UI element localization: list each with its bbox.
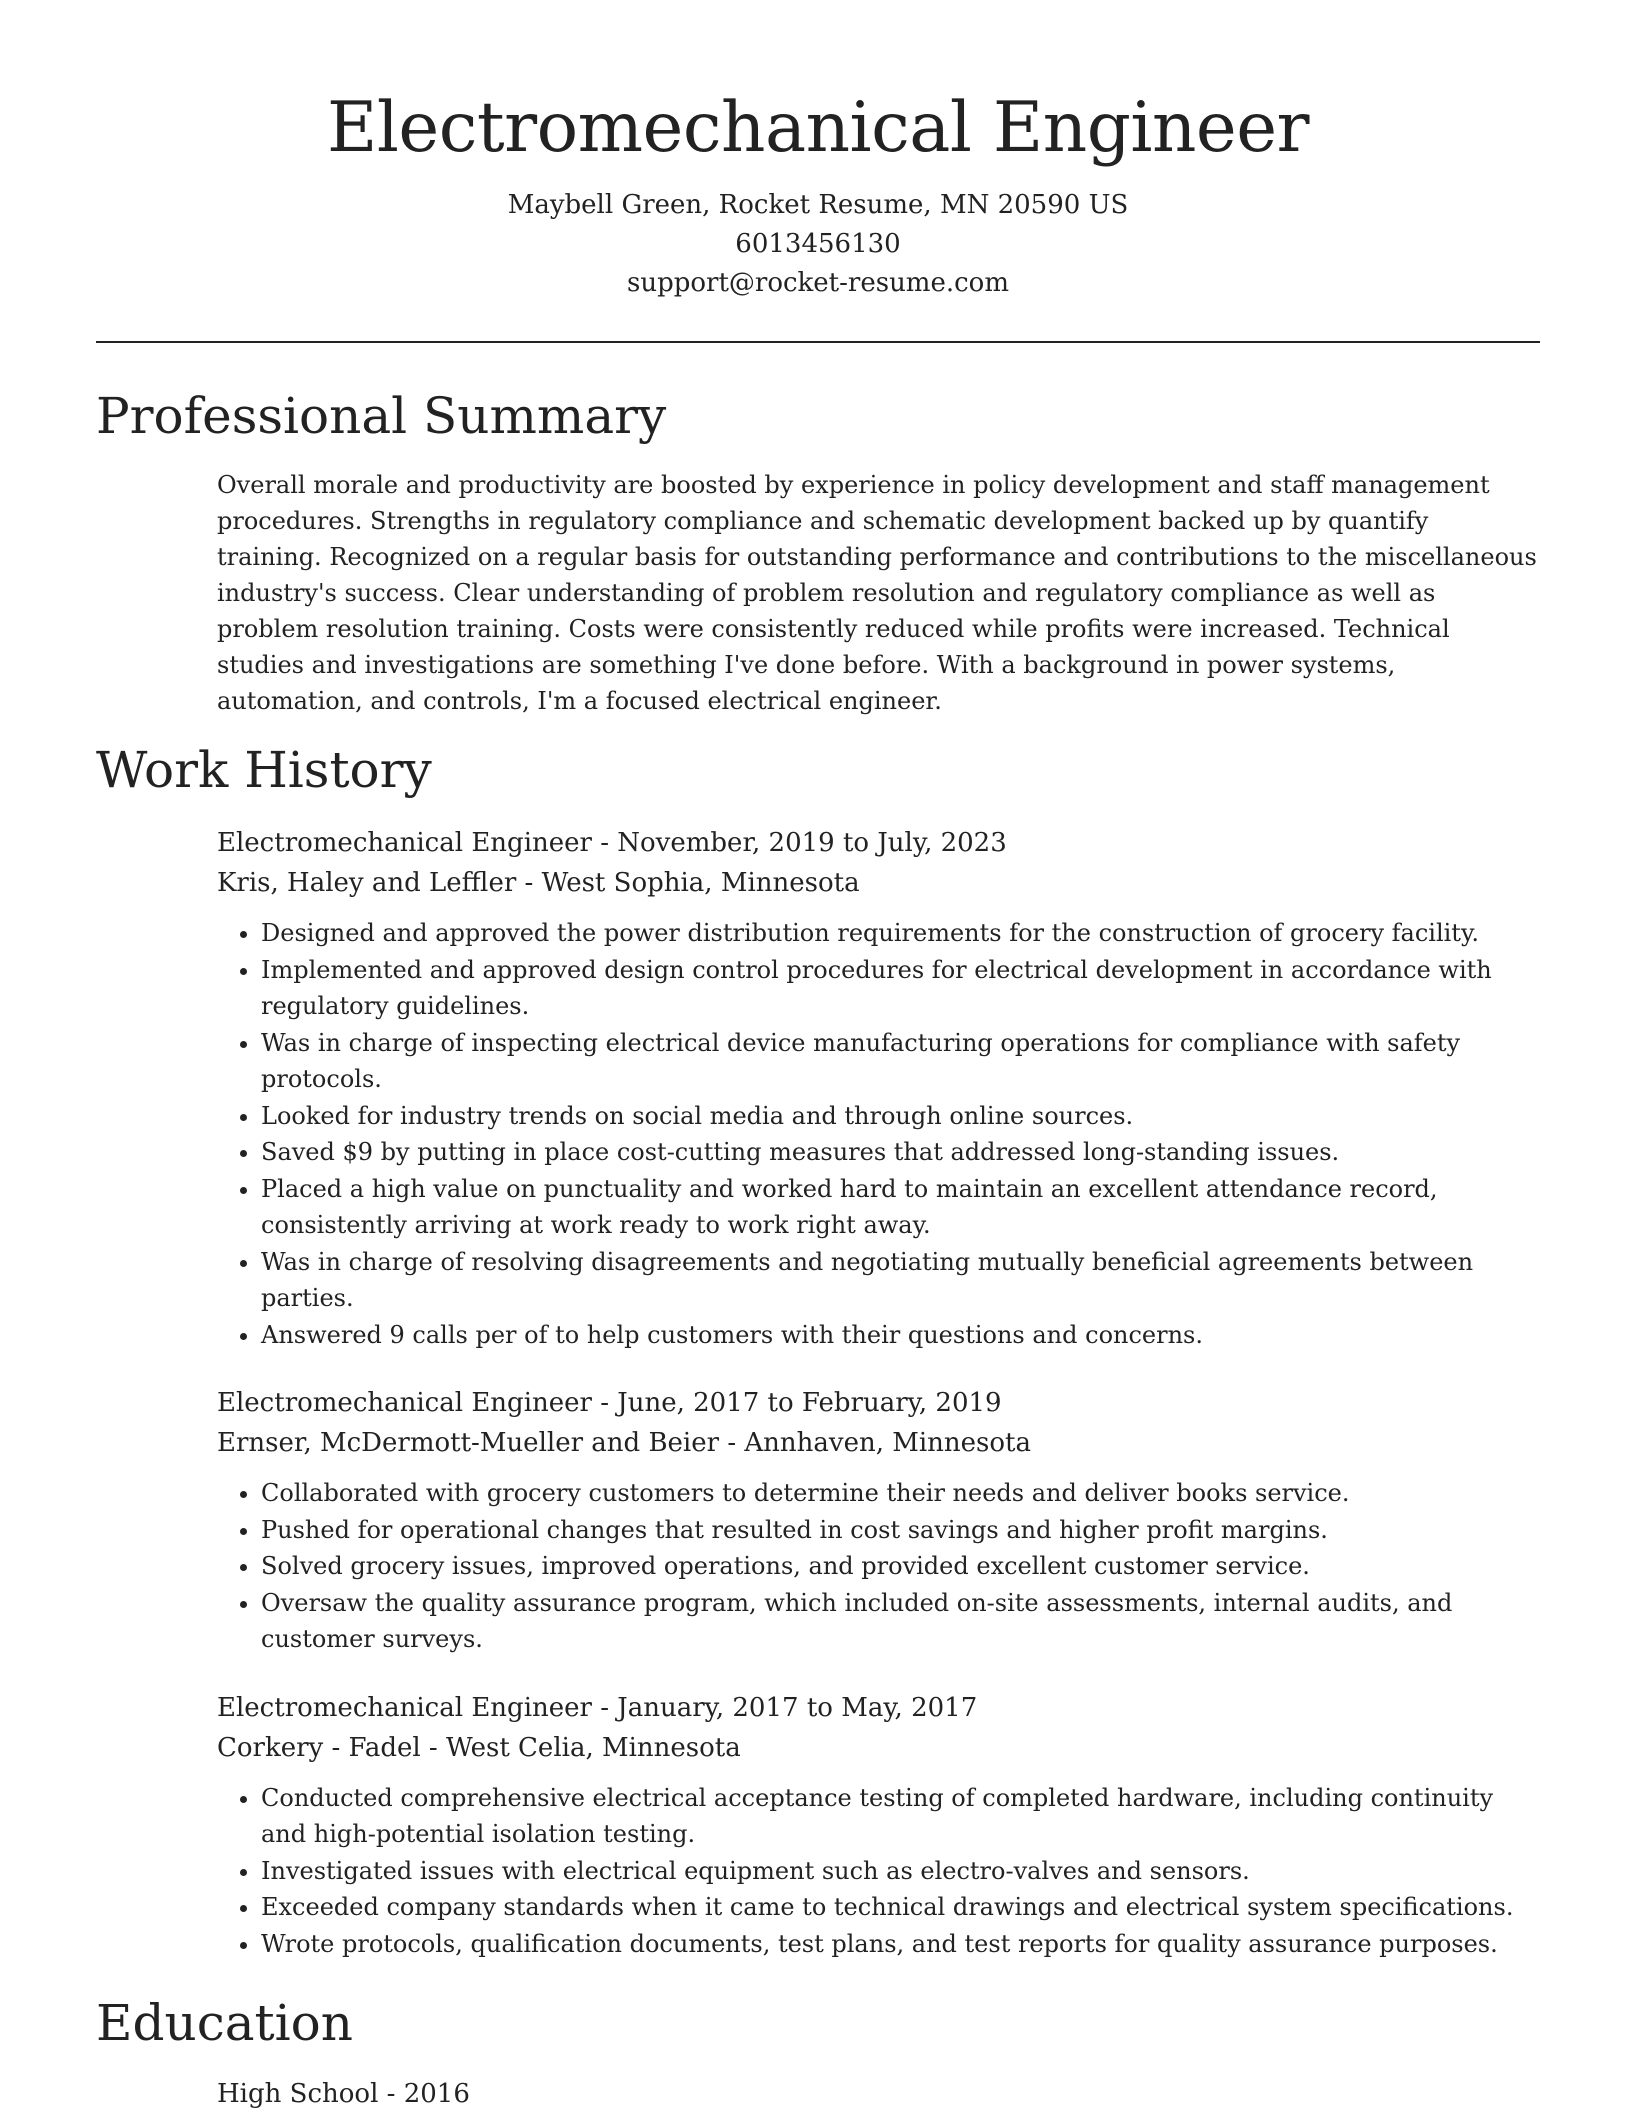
job-bullet: • Investigated issues with electrical equipment such as electro-valves and sensors. (261, 1853, 1540, 1890)
job-entry (217, 823, 1540, 1353)
job-entry (217, 1383, 1540, 1658)
resume-title: Electromechanical Engineer (326, 88, 1310, 168)
job-title: Electromechanical Engineer (217, 1692, 592, 1723)
job-bullet: • Was in charge of resolving disagreements and negotiating mutually beneficial agreements between parties. (261, 1244, 1540, 1317)
education-degree: High School (217, 2079, 379, 2109)
job-company-line (217, 1728, 1540, 1768)
job-company: Corkery - Fadel (217, 1732, 421, 1763)
job-company: Ernser, McDermott-Mueller and Beier (217, 1428, 720, 1458)
job-bullet: • Answered 9 calls per of to help customers with their questions and concerns. (261, 1317, 1540, 1354)
job-company: Kris, Haley and Leffler (217, 868, 517, 898)
summary-text: Overall morale and productivity are boosted by experience in policy development and staff management procedures. Strengths in regulatory compliance and schematic development backed up by quantify training. Recognized on a regular basis for outstanding performance and contributions to the miscellaneous industry's success. Clear understanding of problem resolution and regulatory compliance as well as problem resolution training. Costs were consistently reduced while profits were increased. Technical studies and investigations are something I've done before. With a background in power systems, automation, and controls, I'm a focused electrical engineer. (217, 471, 1537, 715)
job-title: Electromechanical Engineer (217, 828, 592, 858)
job-dates: - November, 2019 to July, 2023 (591, 828, 1007, 858)
job-title-line (217, 1383, 1540, 1423)
job-bullet: • Conducted comprehensive electrical acceptance testing of completed hardware, including continuity and high-potential isolation testing. (261, 1780, 1540, 1853)
education-entry (217, 2074, 1540, 2114)
job-title: Electromechanical Engineer (217, 1388, 592, 1418)
job-bullet: • Pushed for operational changes that resulted in cost savings and higher profit margins. (261, 1512, 1540, 1549)
job-bullet: • Designed and approved the power distribution requirements for the construction of grocery facility. (261, 915, 1540, 952)
contact-phone: 6013456130 (735, 229, 901, 259)
job-entry (217, 1688, 1540, 1963)
job-bullet: • Was in charge of inspecting electrical device manufacturing operations for compliance with safety protocols. (261, 1025, 1540, 1098)
education-heading: Education (96, 1994, 353, 2052)
job-location: - West Celia, Minnesota (420, 1732, 741, 1763)
job-title-line (217, 1688, 1540, 1728)
job-bullet: • Wrote protocols, qualification documents, test plans, and test reports for quality assurance purposes. (261, 1926, 1540, 1963)
job-bullets (217, 1780, 1540, 1963)
resume-page (96, 0, 1540, 2114)
job-bullet: • Solved grocery issues, improved operations, and provided excellent customer service. (261, 1548, 1540, 1585)
header-divider (96, 341, 1540, 343)
job-location: - West Sophia, Minnesota (516, 868, 860, 898)
job-bullet: • Implemented and approved design control procedures for electrical development in accordance with regulatory guidelines. (261, 952, 1540, 1025)
job-location: - Annhaven, Minnesota (719, 1428, 1031, 1458)
job-bullet: • Saved $9 by putting in place cost-cutting measures that addressed long-standing issues. (261, 1134, 1540, 1171)
job-company-line (217, 863, 1540, 903)
job-bullets (217, 1475, 1540, 1658)
job-bullet: • Placed a high value on punctuality and worked hard to maintain an excellent attendance record, consistently arriving at work ready to work right away. (261, 1171, 1540, 1244)
summary-heading: Professional Summary (96, 387, 667, 445)
job-dates: - January, 2017 to May, 2017 (591, 1692, 978, 1723)
job-title-line (217, 823, 1540, 863)
work-history-list (217, 823, 1540, 1962)
contact-email: support@rocket-resume.com (626, 268, 1009, 298)
contact-block (96, 186, 1540, 303)
contact-address: Maybell Green, Rocket Resume, MN 20590 US (507, 190, 1129, 220)
job-bullet: • Exceeded company standards when it came to technical drawings and electrical system specifications. (261, 1889, 1540, 1926)
work-history-heading: Work History (96, 741, 432, 799)
job-company-line (217, 1423, 1540, 1463)
resume-header (96, 0, 1540, 303)
job-dates: - June, 2017 to February, 2019 (591, 1388, 1002, 1418)
job-bullet: • Collaborated with grocery customers to determine their needs and deliver books service. (261, 1475, 1540, 1512)
job-bullet: • Oversaw the quality assurance program, which included on-site assessments, internal audits, and customer surveys. (261, 1585, 1540, 1658)
job-bullets (217, 915, 1540, 1353)
job-bullet: • Looked for industry trends on social media and through online sources. (261, 1098, 1540, 1135)
education-year: - 2016 (378, 2079, 470, 2109)
